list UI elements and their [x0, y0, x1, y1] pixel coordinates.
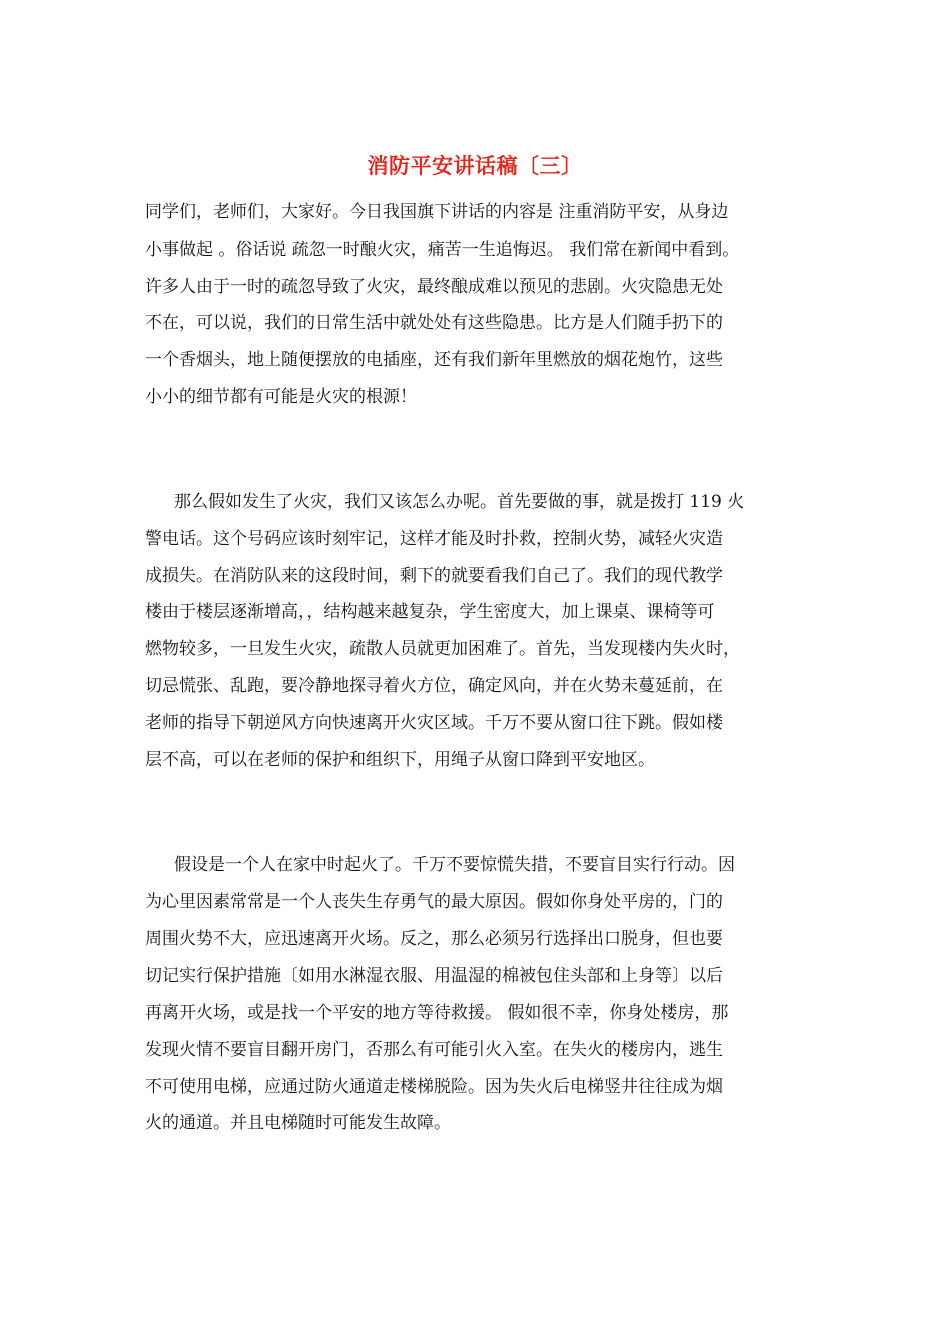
page-title: 消防平安讲话稿〔三〕 [367, 153, 583, 178]
paragraph-2-line-6: 切忌慌张、乱跑，要冷静地探寻着火方位，确定风向，并在火势未蔓延前，在 [145, 676, 723, 696]
paragraph-3-line-8: 火的通道。并且电梯随时可能发生故障。 [145, 1113, 451, 1133]
paragraph-3-line-5: 再离开火场，或是找一个平安的地方等待救援。 假如很不幸，你身处楼房，那 [145, 1003, 729, 1023]
paragraph-1-line-5: 一个香烟头，地上随便摆放的电插座，还有我们新年里燃放的烟花炮竹，这些 [145, 350, 723, 370]
paragraph-1-line-2: 小事做起 。俗话说 疏忽一时酿火灾，痛苦一生追悔迟。 我们常在新闻中看到。 [145, 240, 740, 260]
paragraph-3-line-1: 假设是一个人在家中时起火了。千万不要惊慌失措，不要盲目实行行动。因 [174, 855, 735, 875]
paragraph-3-line-7: 不可使用电梯，应通过防火通道走楼梯脱险。因为失火后电梯竖井往往成为烟 [145, 1077, 723, 1097]
paragraph-1-line-6: 小小的细节都有可能是火灾的根源！ [145, 387, 417, 407]
paragraph-2-line-2: 警电话。这个号码应该时刻牢记，这样才能及时扑救，控制火势，减轻火灾造 [145, 529, 723, 549]
paragraph-2-line-3: 成损失。在消防队来的这段时间，剩下的就要看我们自己了。我们的现代教学 [145, 566, 723, 586]
paragraph-1-line-4: 不在，可以说，我们的日常生活中就处处有这些隐患。比方是人们随手扔下的 [145, 313, 723, 333]
paragraph-3-line-3: 周围火势不大，应迅速离开火场。反之，那么必须另行选择出口脱身，但也要 [145, 929, 723, 949]
paragraph-3-line-6: 发现火情不要盲目翻开房门，否那么有可能引火入室。在失火的楼房内，逃生 [145, 1040, 723, 1060]
paragraph-2-line-4: 楼由于楼层逐渐增高，，结构越来越复杂，学生密度大，加上课桌、课椅等可 [145, 602, 715, 622]
paragraph-3-line-4: 切记实行保护措施〔如用水淋湿衣服、用温湿的棉被包住头部和上身等〕以后 [145, 966, 723, 986]
paragraph-1-line-3: 许多人由于一时的疏忽导致了火灾，最终酿成难以预见的悲剧。火灾隐患无处 [145, 277, 723, 297]
paragraph-2-line-7: 老师的指导下朝逆风方向快速离开火灾区域。千万不要从窗口往下跳。假如楼 [145, 713, 723, 733]
paragraph-2-line-1: 那么假如发生了火灾，我们又该怎么办呢。首先要做的事，就是拨打 119 火 [174, 492, 745, 512]
paragraph-3-line-2: 为心里因素常常是一个人丧失生存勇气的最大原因。假如你身处平房的，门的 [145, 892, 723, 912]
paragraph-2-line-5: 燃物较多，一旦发生火灾，疏散人员就更加困难了。首先，当发现楼内失火时， [145, 639, 740, 659]
paragraph-2-line-8: 层不高，可以在老师的保护和组织下，用绳子从窗口降到平安地区。 [145, 750, 655, 770]
paragraph-1-line-1: 同学们，老师们，大家好。今日我国旗下讲话的内容是 注重消防平安，从身边 [145, 202, 729, 222]
